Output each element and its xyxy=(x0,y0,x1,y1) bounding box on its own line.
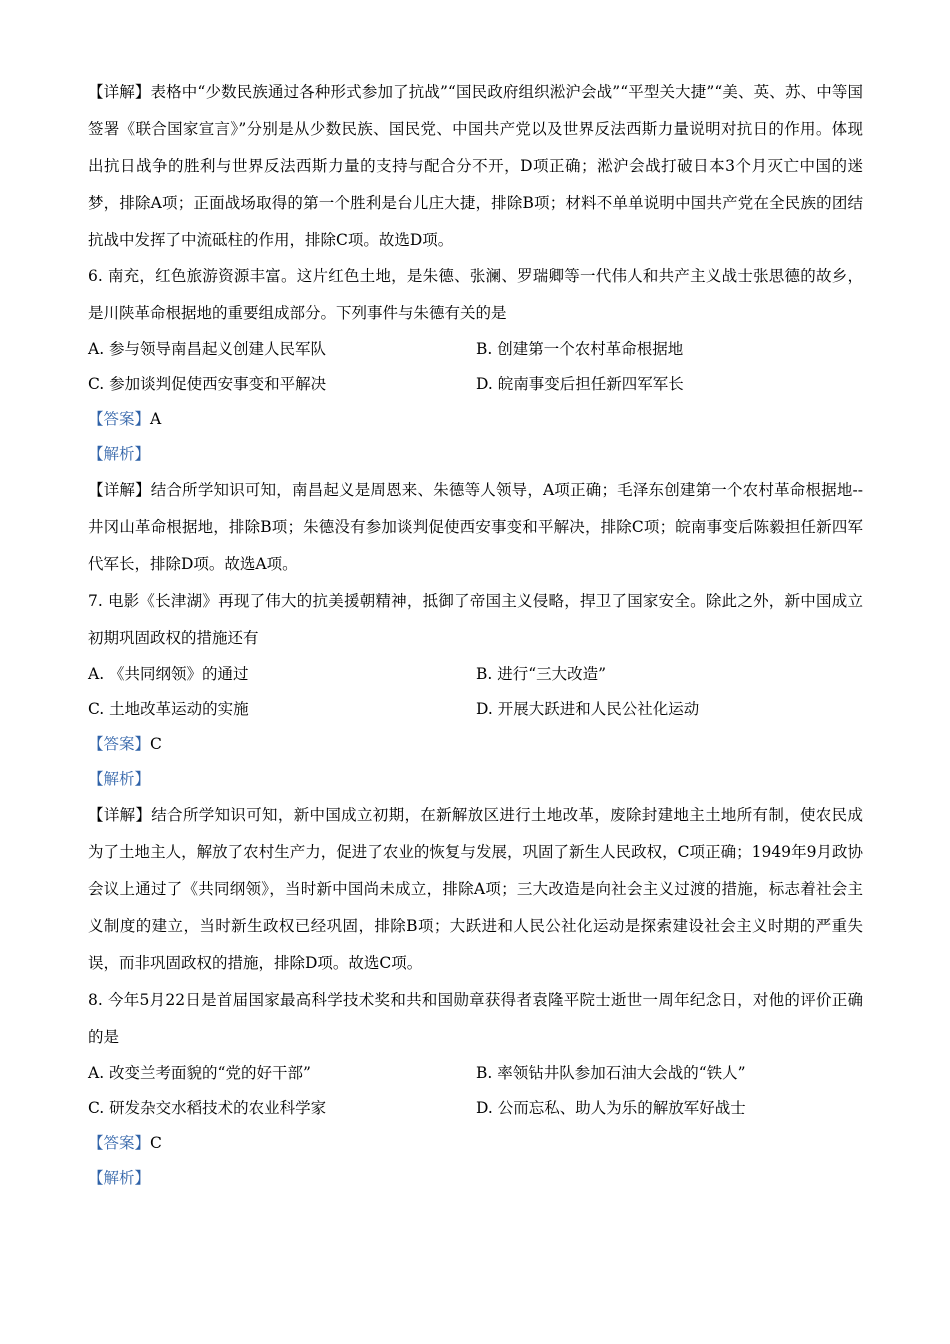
q7-option-b: B. 进行“三大改造” xyxy=(476,665,607,683)
detail-tag: 【详解】 xyxy=(88,481,151,499)
answer-tag: 【答案】 xyxy=(88,410,151,428)
q7-options-row-2 xyxy=(88,692,863,727)
q8-option-b: B. 率领钻井队参加石油大会战的“铁人” xyxy=(476,1064,746,1082)
q7-answer xyxy=(88,727,863,762)
q5-detail xyxy=(88,74,863,259)
detail-tag: 【详解】 xyxy=(88,83,151,101)
answer-tag: 【答案】 xyxy=(88,735,151,753)
answer-value: A xyxy=(150,410,162,428)
q7-option-a: A. 《共同纲领》的通过 xyxy=(88,665,249,683)
q6-answer xyxy=(88,402,863,437)
q8-options-row-1 xyxy=(88,1056,863,1091)
q8-answer xyxy=(88,1126,863,1161)
detail-tag: 【详解】 xyxy=(88,806,152,824)
q6-stem: 6. 南充，红色旅游资源丰富。这片红色土地，是朱德、张澜、罗瑞卿等一代伟人和共产主义战士张思德的故乡，是川陕革命根据地的重要组成部分。下列事件与朱德有关的是 xyxy=(88,267,863,322)
q7-option-d: D. 开展大跃进和人民公社化运动 xyxy=(476,700,700,718)
q6-option-b: B. 创建第一个农村革命根据地 xyxy=(476,340,684,358)
q6-option-c: C. 参加谈判促使西安事变和平解决 xyxy=(88,375,327,393)
q8-options-row-2 xyxy=(88,1091,863,1126)
q6-detail xyxy=(88,472,863,583)
q8-option-c: C. 研发杂交水稻技术的农业科学家 xyxy=(88,1099,327,1117)
q6-options-row-2 xyxy=(88,367,863,402)
q8-option-a: A. 改变兰考面貌的“党的好干部” xyxy=(88,1064,311,1082)
q6-options-row-1 xyxy=(88,332,863,367)
q7-analysis-tag: 【解析】 xyxy=(88,770,151,788)
q7-detail xyxy=(88,797,863,982)
q6-option-d: D. 皖南事变后担任新四军军长 xyxy=(476,375,684,393)
q7-option-c: C. 土地改革运动的实施 xyxy=(88,700,249,718)
answer-tag: 【答案】 xyxy=(88,1134,151,1152)
answer-value: C xyxy=(150,735,162,753)
detail-text: 结合所学知识可知，新中国成立初期，在新解放区进行土地改革，废除封建地主土地所有制，使农民成为了土地主人，解放了农村生产力，促进了农业的恢复与发展，巩固了新生人民政权，C项正确；1949年9月政协会议上通过了《共同纲领》，当时新中国尚未成立，排除A项；三大改造是向社会主义过渡的措施，标志着社会主义制度的建立，当时新生政权已经巩固，排除B项；大跃进和人民公社化运动是探索建设社会主义时期的严重失误，而非巩固政权的措施，排除D项。故选C项。 xyxy=(88,806,863,972)
q8-option-d: D. 公而忘私、助人为乐的解放军好战士 xyxy=(476,1099,746,1117)
detail-text: 结合所学知识可知，南昌起义是周恩来、朱德等人领导，A项正确；毛泽东创建第一个农村革命根据地--井冈山革命根据地，排除B项；朱德没有参加谈判促使西安事变和平解决，排除C项；皖南事变后陈毅担任新四军代军长，排除D项。故选A项。 xyxy=(88,481,863,573)
document-page xyxy=(88,74,863,1196)
answer-value: C xyxy=(150,1134,162,1152)
q7-options-row-1 xyxy=(88,657,863,692)
q6-option-a: A. 参与领导南昌起义创建人民军队 xyxy=(88,340,327,358)
detail-text: 表格中“少数民族通过各种形式参加了抗战”“国民政府组织淞沪会战”“平型关大捷”“美、英、苏、中等国签署《联合国家宣言》”分别是从少数民族、国民党、中国共产党以及世界反法西斯力量说明对抗日的作用。体现出抗日战争的胜利与世界反法西斯力量的支持与配合分不开，D项正确；淞沪会战打破日本3个月灭亡中国的迷梦，排除A项；正面战场取得的第一个胜利是台儿庄大捷，排除B项；材料不单单说明中国共产党在全民族的团结抗战中发挥了中流砥柱的作用，排除C项。故选D项。 xyxy=(88,83,863,249)
q8-stem: 8. 今年5月22日是首届国家最高科学技术奖和共和国勋章获得者袁隆平院士逝世一周年纪念日，对他的评价正确的是 xyxy=(88,991,863,1046)
q6-analysis-tag: 【解析】 xyxy=(88,445,151,463)
q7-stem: 7. 电影《长津湖》再现了伟大的抗美援朝精神，抵御了帝国主义侵略，捍卫了国家安全。除此之外，新中国成立初期巩固政权的措施还有 xyxy=(88,592,863,647)
q8-analysis-tag: 【解析】 xyxy=(88,1169,151,1187)
